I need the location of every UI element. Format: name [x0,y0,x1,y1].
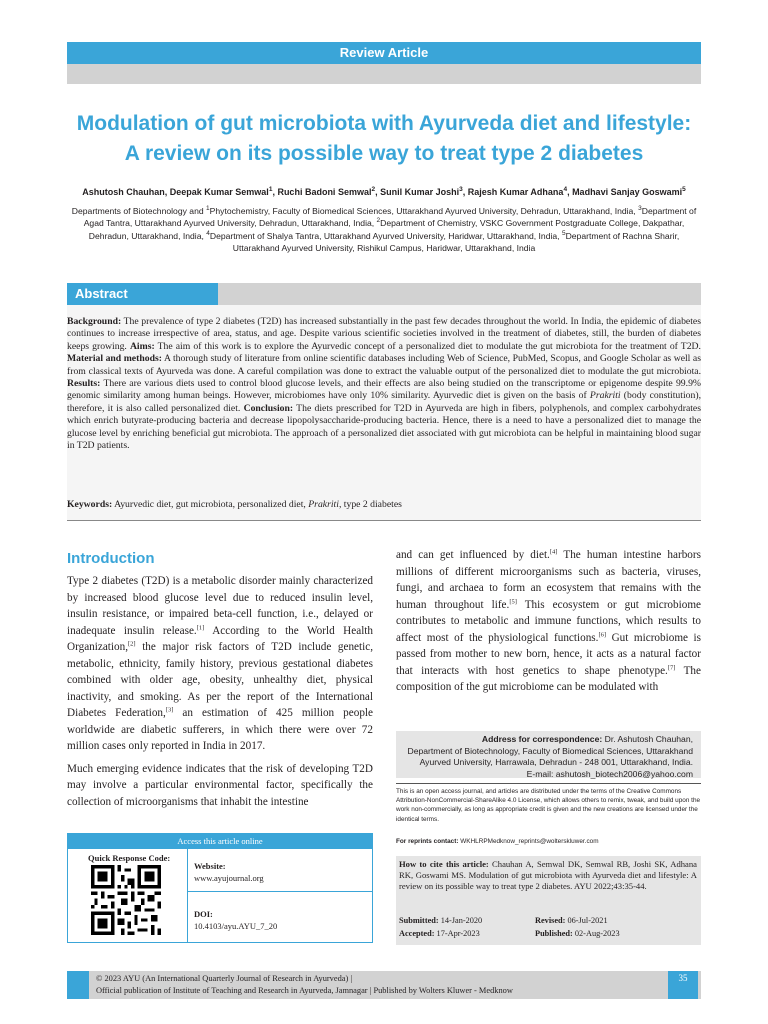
affil-mark: 2 [371,186,376,193]
date-cell [535,914,608,927]
abstract-background: The prevalence of type 2 diabetes (T2D) has increased substantially in the past few decades throughout the world. In India, the epidemic of diabetes continues to increase irrespective of area, status, and age. Despite various scientific societies involved in the treatment of diabetes, still, the burden of diabetes keeps growing. [67,316,701,352]
affil-text: Departments of Biotechnology and [71,206,207,216]
affil-mark: 4 [206,229,210,237]
date-cell [535,927,620,940]
text: This ecosystem or gut microbiome contributes to metabolic and immune functions, which results to affect most of the physiological functions. [396,598,701,644]
text: an estimation of 425 million people worldwide are diabetic sufferers, in which there were over 72 million cases only reported in India in 2017. [67,707,373,752]
citation[interactable]: [5] [509,597,517,605]
qr-code-icon[interactable] [91,865,161,935]
abstract-text [67,316,701,452]
date-value: 14-Jan-2020 [438,916,483,925]
introduction-heading: Introduction [67,550,155,567]
reprints-contact [396,838,701,845]
access-online-box [67,833,373,943]
reprints-email[interactable]: WKHLRPMedknow_reprints@wolterskluwer.com [458,838,599,845]
footer-accent [67,971,89,999]
date-label: Revised: [535,916,566,925]
page-number: 35 [668,971,698,999]
corr-line: Department of Biotechnology, Faculty of Biomedical Sciences, Uttarakhand [407,745,693,756]
date-label: Submitted: [399,916,439,925]
affil-mark: 5 [561,229,566,237]
affil-mark: 2 [376,217,381,225]
affiliations [67,205,701,254]
body-column-left [67,573,373,816]
affil-mark: 3 [638,205,642,213]
text: Type 2 diabetes (T2D) is a metabolic disorder mainly characterized by increased blood glucose level due to reduced insulin level, insulin resistance, or impaired beta-cell function, i.e., delayed or inadequate insulin release. [67,575,373,637]
abstract-term: Prakriti [589,390,621,402]
citation-box [396,856,701,945]
affil-text: Department of Chemistry, VSKC Government Postgraduate College, Dakpathar, Dehradun, Uttarakhand, India, [88,218,685,241]
author-text: , Rajesh Kumar Adhana [462,187,564,197]
abstract-label: Conclusion: [243,402,294,414]
dates-row [399,927,697,940]
citation[interactable]: [1] [196,623,205,631]
author-text: , Madhavi Sanjay Goswami [567,187,683,197]
date-value: 02-Aug-2023 [572,929,620,938]
corr-label: Address for correspondence: [481,734,603,744]
abstract-heading-bar [218,283,701,305]
divider [396,783,701,784]
article-type-banner: Review Article [67,42,701,64]
author-list [67,187,701,197]
abstract-label: Results: [67,378,101,390]
divider [187,849,188,943]
affil-mark: 4 [563,186,568,193]
text: The composition of the gut microbiome can be modulated with [396,664,701,693]
divider [188,891,373,892]
footer-text [96,973,513,997]
affil-text: Department of Shalya Tantra, Uttarakhand Ayurved University, Haridwar, Uttarakhand, India, [209,230,562,241]
footer-line: Official publication of Institute of Teaching and Research in Ayurveda, Jamnagar | Published by Wolters Kluwer - Medknow [96,986,513,995]
cite-body: Chauhan A, Semwal DK, Semwal RB, Joshi SK, Adhana RK, Goswami MS. Modulation of gut microbiota with Ayurveda diet and lifestyle: A review on its possible way to treat type 2 diabetes. AYU 2022;43:35-44. [399,859,697,892]
article-title [67,109,701,169]
doi-link[interactable]: 10.4103/ayu.AYU_7_20 [194,921,278,931]
affil-mark: 1 [206,205,210,213]
abstract-results: There are various diets used to control blood glucose levels, and their effects are also being studied on the transcriptome or epigenome despite 99.9% genomic similarity among human beings. However, microbiomes have only 10% similarity. Ayurvedic diet is given on the basis of [67,378,701,402]
dates-row [399,914,697,927]
paragraph: Much emerging evidence indicates that the risk of developing T2D may involve a particular environmental factor, specifically the collection of microorganisms that inhabit the intestine [67,762,373,808]
open-access-notice: This is an open access journal, and articles are distributed under the terms of the Creative Commons Attribution-NonCommercial-ShareAlike 4.0 License, which allows others to remix, tweak, and build upon the work non-commercially, as long as appropriate credit is given and the new creations are licensed under the identical terms. [396,788,701,823]
keywords-term: Prakriti [308,499,339,510]
keywords [67,499,701,510]
banner-grey-bar [67,64,701,84]
article-dates [399,914,697,940]
cite-text [399,859,697,893]
divider [67,520,701,521]
affil-text: Department of Agad Tantra, Uttarakhand Ayurved University, Dehradun, Uttarakhand, India, [83,206,697,229]
abstract-label: Material and methods: [67,353,162,365]
affil-mark: 3 [459,186,463,193]
author-text: , Sunil Kumar Joshi [375,187,460,197]
corr-line [404,734,693,746]
keywords-label: Keywords: [67,499,113,510]
website-label: Website: [194,861,226,871]
date-value: 17-Apr-2023 [434,929,480,938]
title-line-1: Modulation of gut microbiota with Ayurveda diet and lifestyle: [76,112,692,135]
corr-line: Ayurved University, Harrawala, Dehradun - 248 001, Uttarakhand, India. [419,757,693,768]
abstract-label: Aims: [129,340,155,352]
corr-name: Dr. Ashutosh Chauhan, [602,734,693,744]
date-value: 06-Jul-2021 [565,916,608,925]
citation[interactable]: [3] [165,706,174,714]
doi-label: DOI: [194,909,213,919]
date-label: Accepted: [399,929,435,938]
text: Gut microbiome is passed from mother to new born, hence, it acts as a natural factor that interacts with host genetics to shape phenotype. [396,631,701,677]
keywords-text: Ayurvedic diet, gut microbiota, personalized diet, [112,499,309,510]
citation[interactable]: [2] [128,640,136,648]
affil-text: Department of Rachna Sharir, Uttarakhand Ayurved University, Rishikul Campus, Haridwar, Uttarakhand, India [232,230,680,253]
author-text: , Ruchi Badoni Semwal [272,187,372,197]
keywords-text: , type 2 diabetes [338,499,402,510]
text: the major risk factors of T2D include genetic, metabolic, ethnicity, family history, previous gestational diabetes combined with older age, obesity, unhealthy diet, physical inactivity, and smoking. As per the report of the International Diabetes Federation, [67,641,373,719]
abstract-heading: Abstract [67,283,218,305]
citation[interactable]: [6] [598,630,607,638]
abstract-conclusion: The diets prescribed for T2D in Ayurveda are high in fibers, polyphenols, and complex carbohydrates which enrich butyrate-producing bacteria and decrease lipopolysaccharide-producing bacteria. Hence, there is a need to have a personalized diet to manage the glucose level by enriching beneficial gut microbiota. The approach of a personalized diet associated with gut microbiota can be helpful in maintaining blood sugar in T2D patients. [67,402,702,452]
date-label: Published: [535,929,573,938]
access-heading: Access this article online [68,834,372,849]
footer-line: © 2023 AYU (An International Quarterly Journal of Research in Ayurveda) | [96,974,353,983]
text: and can get influenced by diet. [396,549,550,561]
citation[interactable]: [4] [549,548,558,556]
qr-label: Quick Response Code: [88,853,171,863]
corr-email[interactable]: E-mail: ashutosh_biotech2006@yahoo.com [526,768,693,779]
affil-mark: 5 [682,186,686,193]
affil-mark: 1 [268,186,273,193]
text: The human intestine harbors millions of different microorganisms such as bacteria, viruses, fungi, and archaea to form an ecosystem that remains with the human throughout life. [396,549,701,611]
abstract-methods: A thorough study of literature from online scientific databases including Web of Science, PubMed, Scopus, and Google Scholar as well as from classical texts of Ayurveda was done. A careful compilation was done to extract the valuable output of the personalized diet to modulate the gut microbiota. [67,353,701,377]
abstract-results: (body constitution), therefore, it is also called personalized diet. [67,390,701,414]
reprints-label: For reprints contact: [396,838,459,845]
paragraph [67,573,373,755]
citation[interactable]: [7] [667,663,676,671]
text: According to the World Health Organization, [67,624,374,653]
cite-label: How to cite this article: [399,859,489,869]
page-footer [67,971,701,999]
affil-text: Phytochemistry, Faculty of Biomedical Sciences, Uttarakhand Ayurved University, Dehradun, Uttarakhand, India, [209,206,639,216]
title-line-2: A review on its possible way to treat type 2 diabetes [124,142,644,165]
website-link[interactable]: www.ayujournal.org [194,873,264,883]
abstract-aims: The aim of this work is to explore the Ayurvedic concept of a personalized diet to modulate the gut microbiota for the treatment of T2D. [154,340,701,352]
abstract-label: Background: [67,316,122,327]
author-text: Ashutosh Chauhan, Deepak Kumar Semwal [82,187,269,197]
correspondence-box [396,731,701,778]
body-column-right [396,547,701,696]
